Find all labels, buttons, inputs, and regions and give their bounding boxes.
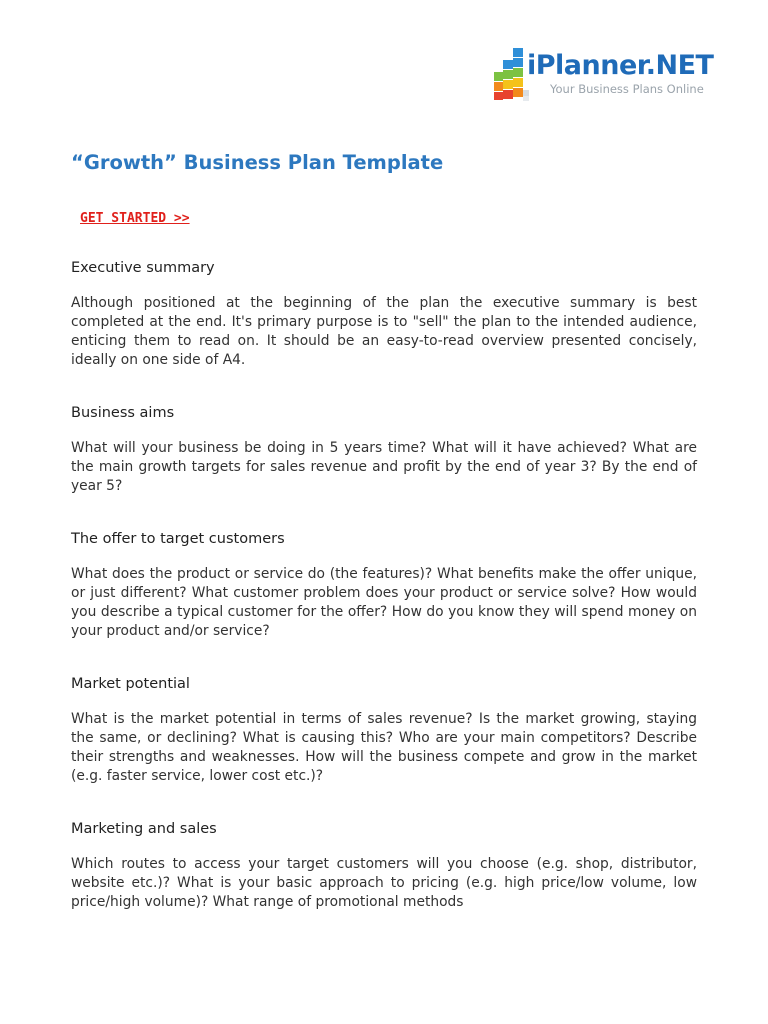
iplanner-logo[interactable] [493,46,714,102]
section-marketing-and-sales [71,818,697,912]
section-body: What will your business be doing in 5 years time? What will it have achieved? What are the main growth targets for sales revenue and profit by the end of year 3? By the end of year 5? [71,440,697,494]
section-body: What does the product or service do (the features)? What benefits make the offer unique, or just different? What customer problem does your product or service solve? How would you describe a typical customer for the offer? How do you know they will spend money on your product and/or service? [71,566,697,639]
section-body: What is the market potential in terms of sales revenue? Is the market growing, staying the same, or declining? What is causing this? Who are your main competitors? Describe their strengths and weaknesses. How will the business compete and grow in the market (e.g. faster service, lower cost etc.)? [71,711,697,784]
section-heading: Marketing and sales [71,821,217,837]
section-executive-summary [71,257,697,370]
section-body: Which routes to access your target customers will you choose (e.g. shop, distributor, website etc.)? What is your basic approach to pricing (e.g. high price/low volume, low price/high volume)? What range of promotional methods [71,856,697,910]
page-title: “Growth” Business Plan Template [71,151,444,174]
section-heading: Executive summary [71,260,215,276]
section-heading: The offer to target customers [71,531,285,547]
section-body: Although positioned at the beginning of the plan the executive summary is best completed at the end. It's primary purpose is to "sell" the plan to the intended audience, enticing them to read on. It should be an easy-to-read overview presented concisely, ideally on one side of A4. [71,295,697,368]
get-started-link[interactable]: GET STARTED >> [80,211,190,226]
section-market-potential [71,673,697,786]
logo-brand-text: iPlanner.NET [527,50,714,81]
section-business-aims [71,402,697,496]
logo-tagline: Your Business Plans Online [550,82,704,96]
section-heading: Business aims [71,405,175,421]
section-heading: Market potential [71,676,190,692]
section-offer-to-target-customers [71,528,697,641]
document-body [71,257,697,912]
